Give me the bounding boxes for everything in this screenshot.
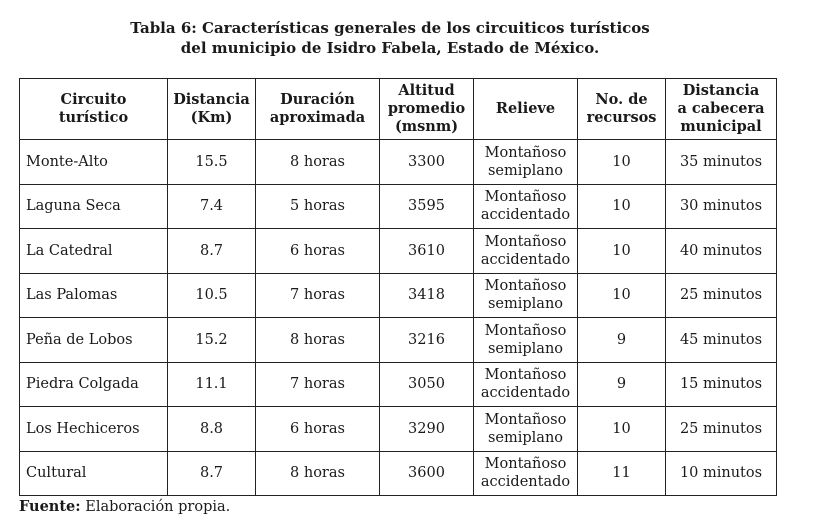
caption-line-2: del municipio de Isidro Fabela, Estado de México. <box>180 39 600 57</box>
table-body <box>20 140 777 496</box>
duration-cell: 6 horas <box>256 229 380 274</box>
duration-cell: 8 horas <box>256 318 380 363</box>
distance-cell: 11.1 <box>168 362 256 407</box>
altitude-cell: 3595 <box>380 184 474 229</box>
circuit-name-cell: Cultural <box>20 451 168 496</box>
duration-cell: 6 horas <box>256 407 380 452</box>
table-row <box>20 362 777 407</box>
altitude-cell: 3600 <box>380 451 474 496</box>
source-label: Fuente: <box>19 498 81 515</box>
resources-count-cell: 11 <box>578 451 666 496</box>
relief-cell: Montañoso accidentado <box>474 229 578 274</box>
source-text: Elaboración propia. <box>85 499 231 515</box>
altitude-cell: 3290 <box>380 407 474 452</box>
relief-cell: Montañoso accidentado <box>474 362 578 407</box>
duration-cell: 8 horas <box>256 451 380 496</box>
altitude-cell: 3418 <box>380 273 474 318</box>
header-label: Distancia (Km) <box>173 91 250 126</box>
duration-cell: 8 horas <box>256 140 380 185</box>
distance-to-seat-cell: 30 minutos <box>666 184 777 229</box>
distance-cell: 8.8 <box>168 407 256 452</box>
resources-count-cell: 10 <box>578 407 666 452</box>
distance-cell: 15.5 <box>168 140 256 185</box>
table-header <box>20 79 777 140</box>
table-row <box>20 273 777 318</box>
resources-count-cell: 10 <box>578 140 666 185</box>
altitude-cell: 3300 <box>380 140 474 185</box>
distance-to-seat-cell: 40 minutos <box>666 229 777 274</box>
table-row <box>20 229 777 274</box>
header-cell <box>578 79 666 140</box>
relief-cell: Montañoso semiplano <box>474 318 578 363</box>
circuit-name-cell: Monte-Alto <box>20 140 168 185</box>
table-row <box>20 140 777 185</box>
resources-count-cell: 10 <box>578 184 666 229</box>
relief-cell: Montañoso accidentado <box>474 184 578 229</box>
relief-cell: Montañoso accidentado <box>474 451 578 496</box>
header-cell <box>256 79 380 140</box>
resources-count-cell: 9 <box>578 318 666 363</box>
circuit-name-cell: La Catedral <box>20 229 168 274</box>
header-row <box>20 79 777 140</box>
header-cell <box>168 79 256 140</box>
distance-to-seat-cell: 15 minutos <box>666 362 777 407</box>
circuit-name-cell: Peña de Lobos <box>20 318 168 363</box>
distance-cell: 7.4 <box>168 184 256 229</box>
table-row <box>20 407 777 452</box>
header-label: Altitud promedio (msnm) <box>387 82 466 135</box>
altitude-cell: 3610 <box>380 229 474 274</box>
distance-cell: 10.5 <box>168 273 256 318</box>
circuit-name-cell: Piedra Colgada <box>20 362 168 407</box>
duration-cell: 7 horas <box>256 273 380 318</box>
circuit-name-cell: Laguna Seca <box>20 184 168 229</box>
header-label: No. de recursos <box>586 91 657 126</box>
table-row <box>20 318 777 363</box>
circuit-name-cell: Las Palomas <box>20 273 168 318</box>
altitude-cell: 3050 <box>380 362 474 407</box>
header-cell <box>666 79 777 140</box>
altitude-cell: 3216 <box>380 318 474 363</box>
header-cell <box>20 79 168 140</box>
distance-cell: 15.2 <box>168 318 256 363</box>
source-note <box>19 498 230 515</box>
distance-to-seat-cell: 35 minutos <box>666 140 777 185</box>
distance-cell: 8.7 <box>168 451 256 496</box>
resources-count-cell: 10 <box>578 229 666 274</box>
table-row <box>20 451 777 496</box>
relief-cell: Montañoso semiplano <box>474 140 578 185</box>
header-cell <box>474 79 578 140</box>
header-label: Distancia a cabecera municipal <box>677 82 765 135</box>
resources-count-cell: 9 <box>578 362 666 407</box>
header-label: Duración aproximada <box>269 91 366 126</box>
circuits-table <box>19 78 777 496</box>
distance-to-seat-cell: 10 minutos <box>666 451 777 496</box>
distance-to-seat-cell: 25 minutos <box>666 273 777 318</box>
caption-line-1: Tabla 6: Características generales de los circuiticos turísticos <box>130 19 650 37</box>
distance-to-seat-cell: 25 minutos <box>666 407 777 452</box>
resources-count-cell: 10 <box>578 273 666 318</box>
header-cell <box>380 79 474 140</box>
header-label: Circuito turístico <box>58 91 129 126</box>
relief-cell: Montañoso semiplano <box>474 407 578 452</box>
duration-cell: 7 horas <box>256 362 380 407</box>
distance-to-seat-cell: 45 minutos <box>666 318 777 363</box>
table-row <box>20 184 777 229</box>
circuit-name-cell: Los Hechiceros <box>20 407 168 452</box>
duration-cell: 5 horas <box>256 184 380 229</box>
relief-cell: Montañoso semiplano <box>474 273 578 318</box>
distance-cell: 8.7 <box>168 229 256 274</box>
header-label: Relieve <box>495 100 556 117</box>
table-caption <box>0 18 780 58</box>
